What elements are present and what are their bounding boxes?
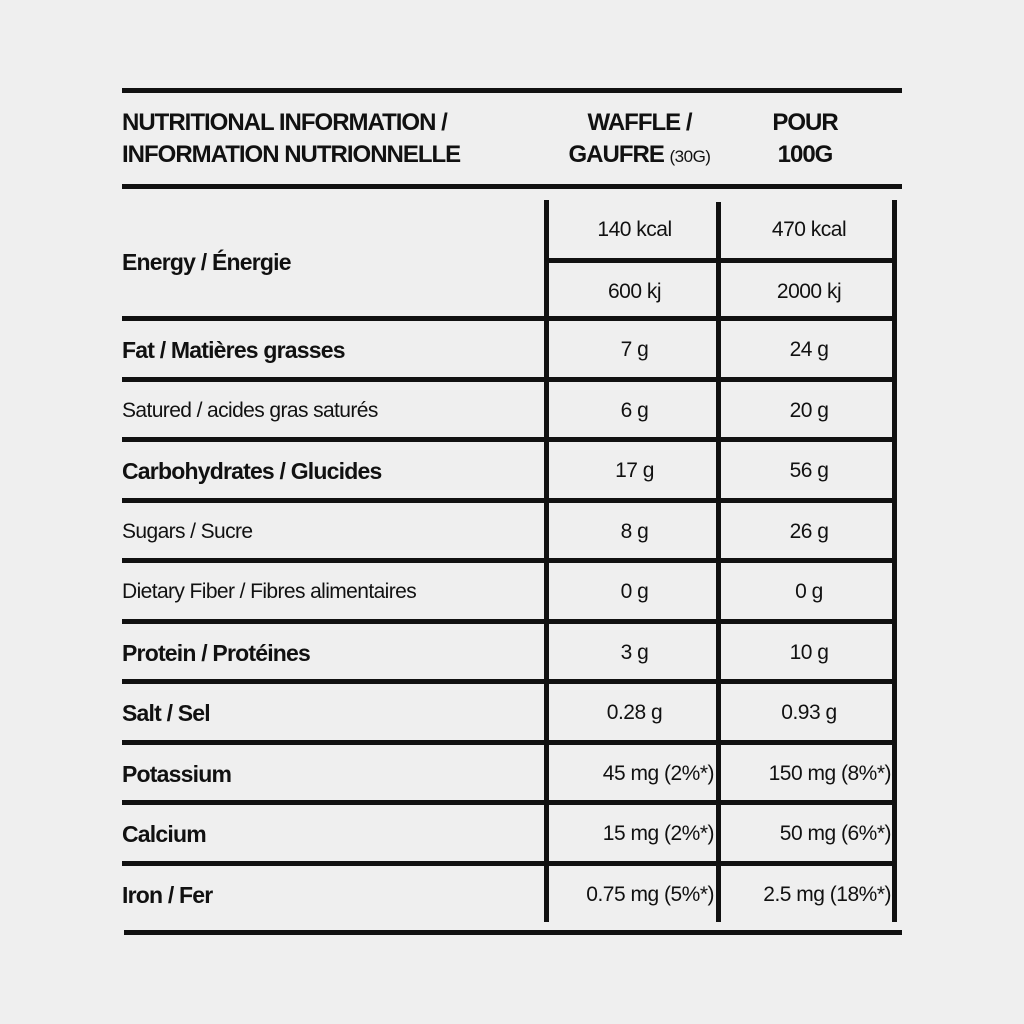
- value-per-100g: 0 g: [795, 580, 823, 603]
- value-per-waffle: 8 g: [620, 519, 649, 543]
- value-per-100g: 2.5 mg (18%*): [763, 882, 891, 906]
- nutrient-label: Protein / Protéines: [122, 639, 311, 666]
- header-rule: [122, 184, 902, 189]
- header-waffle-line-2: GAUFRE: [568, 141, 664, 168]
- value-per-waffle: 45 mg (2%*): [602, 761, 714, 785]
- value-per-100g: 50 mg (6%*): [779, 822, 891, 845]
- header-waffle: [552, 107, 727, 173]
- value-per-100g: 10 g: [789, 640, 829, 664]
- value-per-100g: 26 g: [789, 519, 829, 543]
- nutrient-label: Fat / Matières grasses: [122, 337, 345, 363]
- header-per-100g: [740, 107, 870, 171]
- nutrient-label: Potassium: [122, 760, 232, 787]
- value-per-100g: 56 g: [789, 459, 829, 482]
- nutrient-label: Salt / Sel: [122, 700, 210, 726]
- nutrient-label: Iron / Fer: [122, 881, 213, 908]
- value-per-waffle: 0 g: [620, 580, 649, 603]
- value-per-waffle: 6 g: [620, 398, 649, 422]
- header-per100-line-1: POUR: [772, 109, 838, 136]
- value-per-100g: 20 g: [789, 398, 829, 422]
- header-nutritional-information: [122, 107, 460, 171]
- header-waffle-line-1: WAFFLE /: [587, 109, 692, 136]
- bottom-rule: [124, 930, 902, 935]
- nutrient-label: Sugars / Sucre: [122, 519, 253, 543]
- header-line-1: NUTRITIONAL INFORMATION /: [122, 109, 447, 136]
- value-per-100g: 150 mg (8%*): [768, 761, 891, 785]
- header-per100-line-2: 100G: [777, 141, 833, 168]
- header-line-2: INFORMATION NUTRIONNELLE: [122, 141, 461, 168]
- nutrient-label: Calcium: [122, 821, 206, 847]
- energy-waffle-kcal: 140 kcal: [597, 218, 672, 241]
- energy-waffle-kj: 600 kj: [607, 280, 662, 303]
- nutrient-label: Dietary Fiber / Fibres alimentaires: [122, 580, 417, 603]
- value-per-waffle: 7 g: [620, 338, 649, 361]
- value-per-waffle: 3 g: [620, 640, 649, 664]
- value-per-waffle: 0.75 mg (5%*): [586, 882, 714, 906]
- value-per-100g: 0.93 g: [781, 701, 837, 724]
- energy-per100-kcal: 470 kcal: [771, 218, 847, 241]
- energy-per100-kj: 2000 kj: [776, 280, 842, 303]
- top-rule: [122, 88, 902, 93]
- value-per-waffle: 17 g: [615, 459, 654, 482]
- serving-size: (30G): [669, 147, 711, 166]
- energy-label: Energy / Énergie: [122, 249, 291, 275]
- value-per-100g: 24 g: [789, 338, 829, 361]
- nutrient-label: Satured / acides gras saturés: [122, 398, 378, 422]
- value-per-waffle: 15 mg (2%*): [602, 822, 714, 845]
- value-per-waffle: 0.28 g: [606, 701, 663, 724]
- nutrient-label: Carbohydrates / Glucides: [122, 458, 382, 484]
